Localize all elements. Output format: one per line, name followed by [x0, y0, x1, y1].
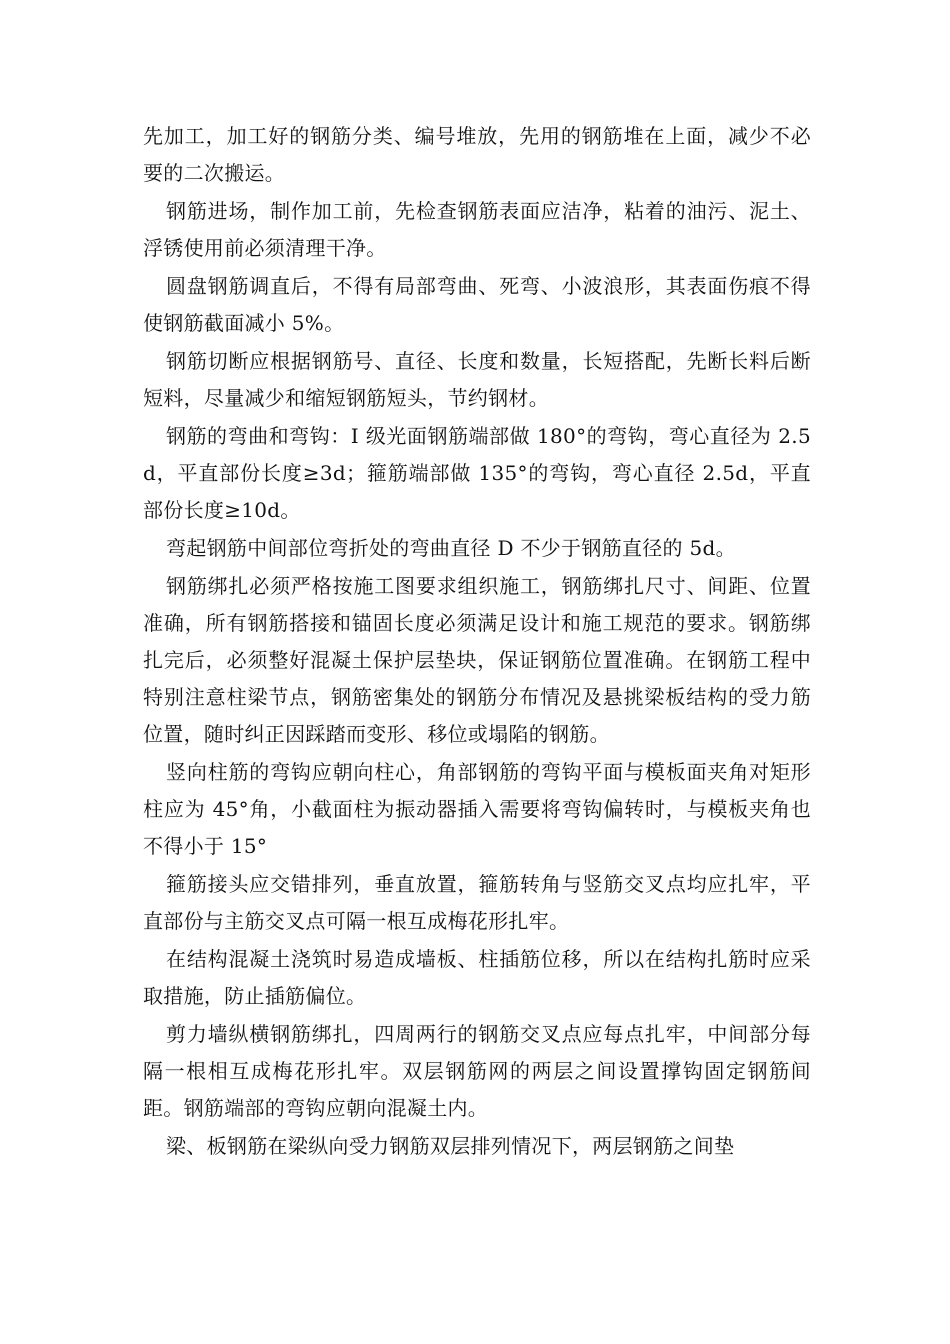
- paragraph: 圆盘钢筋调直后，不得有局部弯曲、死弯、小波浪形，其表面伤痕不得使钢筋截面减小 5%。: [143, 274, 811, 335]
- paragraph: 钢筋的弯曲和弯钩：I 级光面钢筋端部做 180°的弯钩，弯心直径为 2.5d，平直部份长度≥3d；箍筋端部做 135°的弯钩，弯心直径 2.5d，平直部份长度≥10d。: [143, 424, 811, 522]
- paragraph: 竖向柱筋的弯钩应朝向柱心，角部钢筋的弯钩平面与模板面夹角对矩形柱应为 45°角，小截面柱为振动器插入需要将弯钩偏转时，与模板夹角也不得小于 15°: [143, 760, 811, 858]
- document-body: [143, 118, 811, 1166]
- paragraph: 先加工，加工好的钢筋分类、编号堆放，先用的钢筋堆在上面，减少不必要的二次搬运。: [143, 124, 811, 185]
- paragraph: 在结构混凝土浇筑时易造成墙板、柱插筋位移，所以在结构扎筋时应采取措施，防止插筋偏位。: [143, 947, 811, 1008]
- paragraph: 钢筋进场，制作加工前，先检查钢筋表面应洁净，粘着的油污、泥土、浮锈使用前必须清理干净。: [143, 199, 811, 260]
- paragraph: 梁、板钢筋在梁纵向受力钢筋双层排列情况下，两层钢筋之间垫: [166, 1134, 735, 1158]
- paragraph: 弯起钢筋中间部位弯折处的弯曲直径 D 不少于钢筋直径的 5d。: [166, 536, 736, 560]
- paragraph: 箍筋接头应交错排列，垂直放置，箍筋转角与竖筋交叉点均应扎牢，平直部份与主筋交叉点可隔一根互成梅花形扎牢。: [143, 872, 811, 933]
- paragraph: 剪力墙纵横钢筋绑扎，四周两行的钢筋交叉点应每点扎牢，中间部分每隔一根相互成梅花形扎牢。双层钢筋网的两层之间设置撑钩固定钢筋间距。钢筋端部的弯钩应朝向混凝土内。: [143, 1022, 811, 1120]
- paragraph: 钢筋绑扎必须严格按施工图要求组织施工，钢筋绑扎尺寸、间距、位置准确，所有钢筋搭接和锚固长度必须满足设计和施工规范的要求。钢筋绑扎完后，必须整好混凝土保护层垫块，保证钢筋位置准确。在钢筋工程中特别注意柱梁节点，钢筋密集处的钢筋分布情况及悬挑梁板结构的受力筋位置，随时纠正因踩踏而变形、移位或塌陷的钢筋。: [143, 574, 811, 746]
- paragraph: 钢筋切断应根据钢筋号、直径、长度和数量，长短搭配，先断长料后断短料，尽量减少和缩短钢筋短头，节约钢材。: [143, 349, 811, 410]
